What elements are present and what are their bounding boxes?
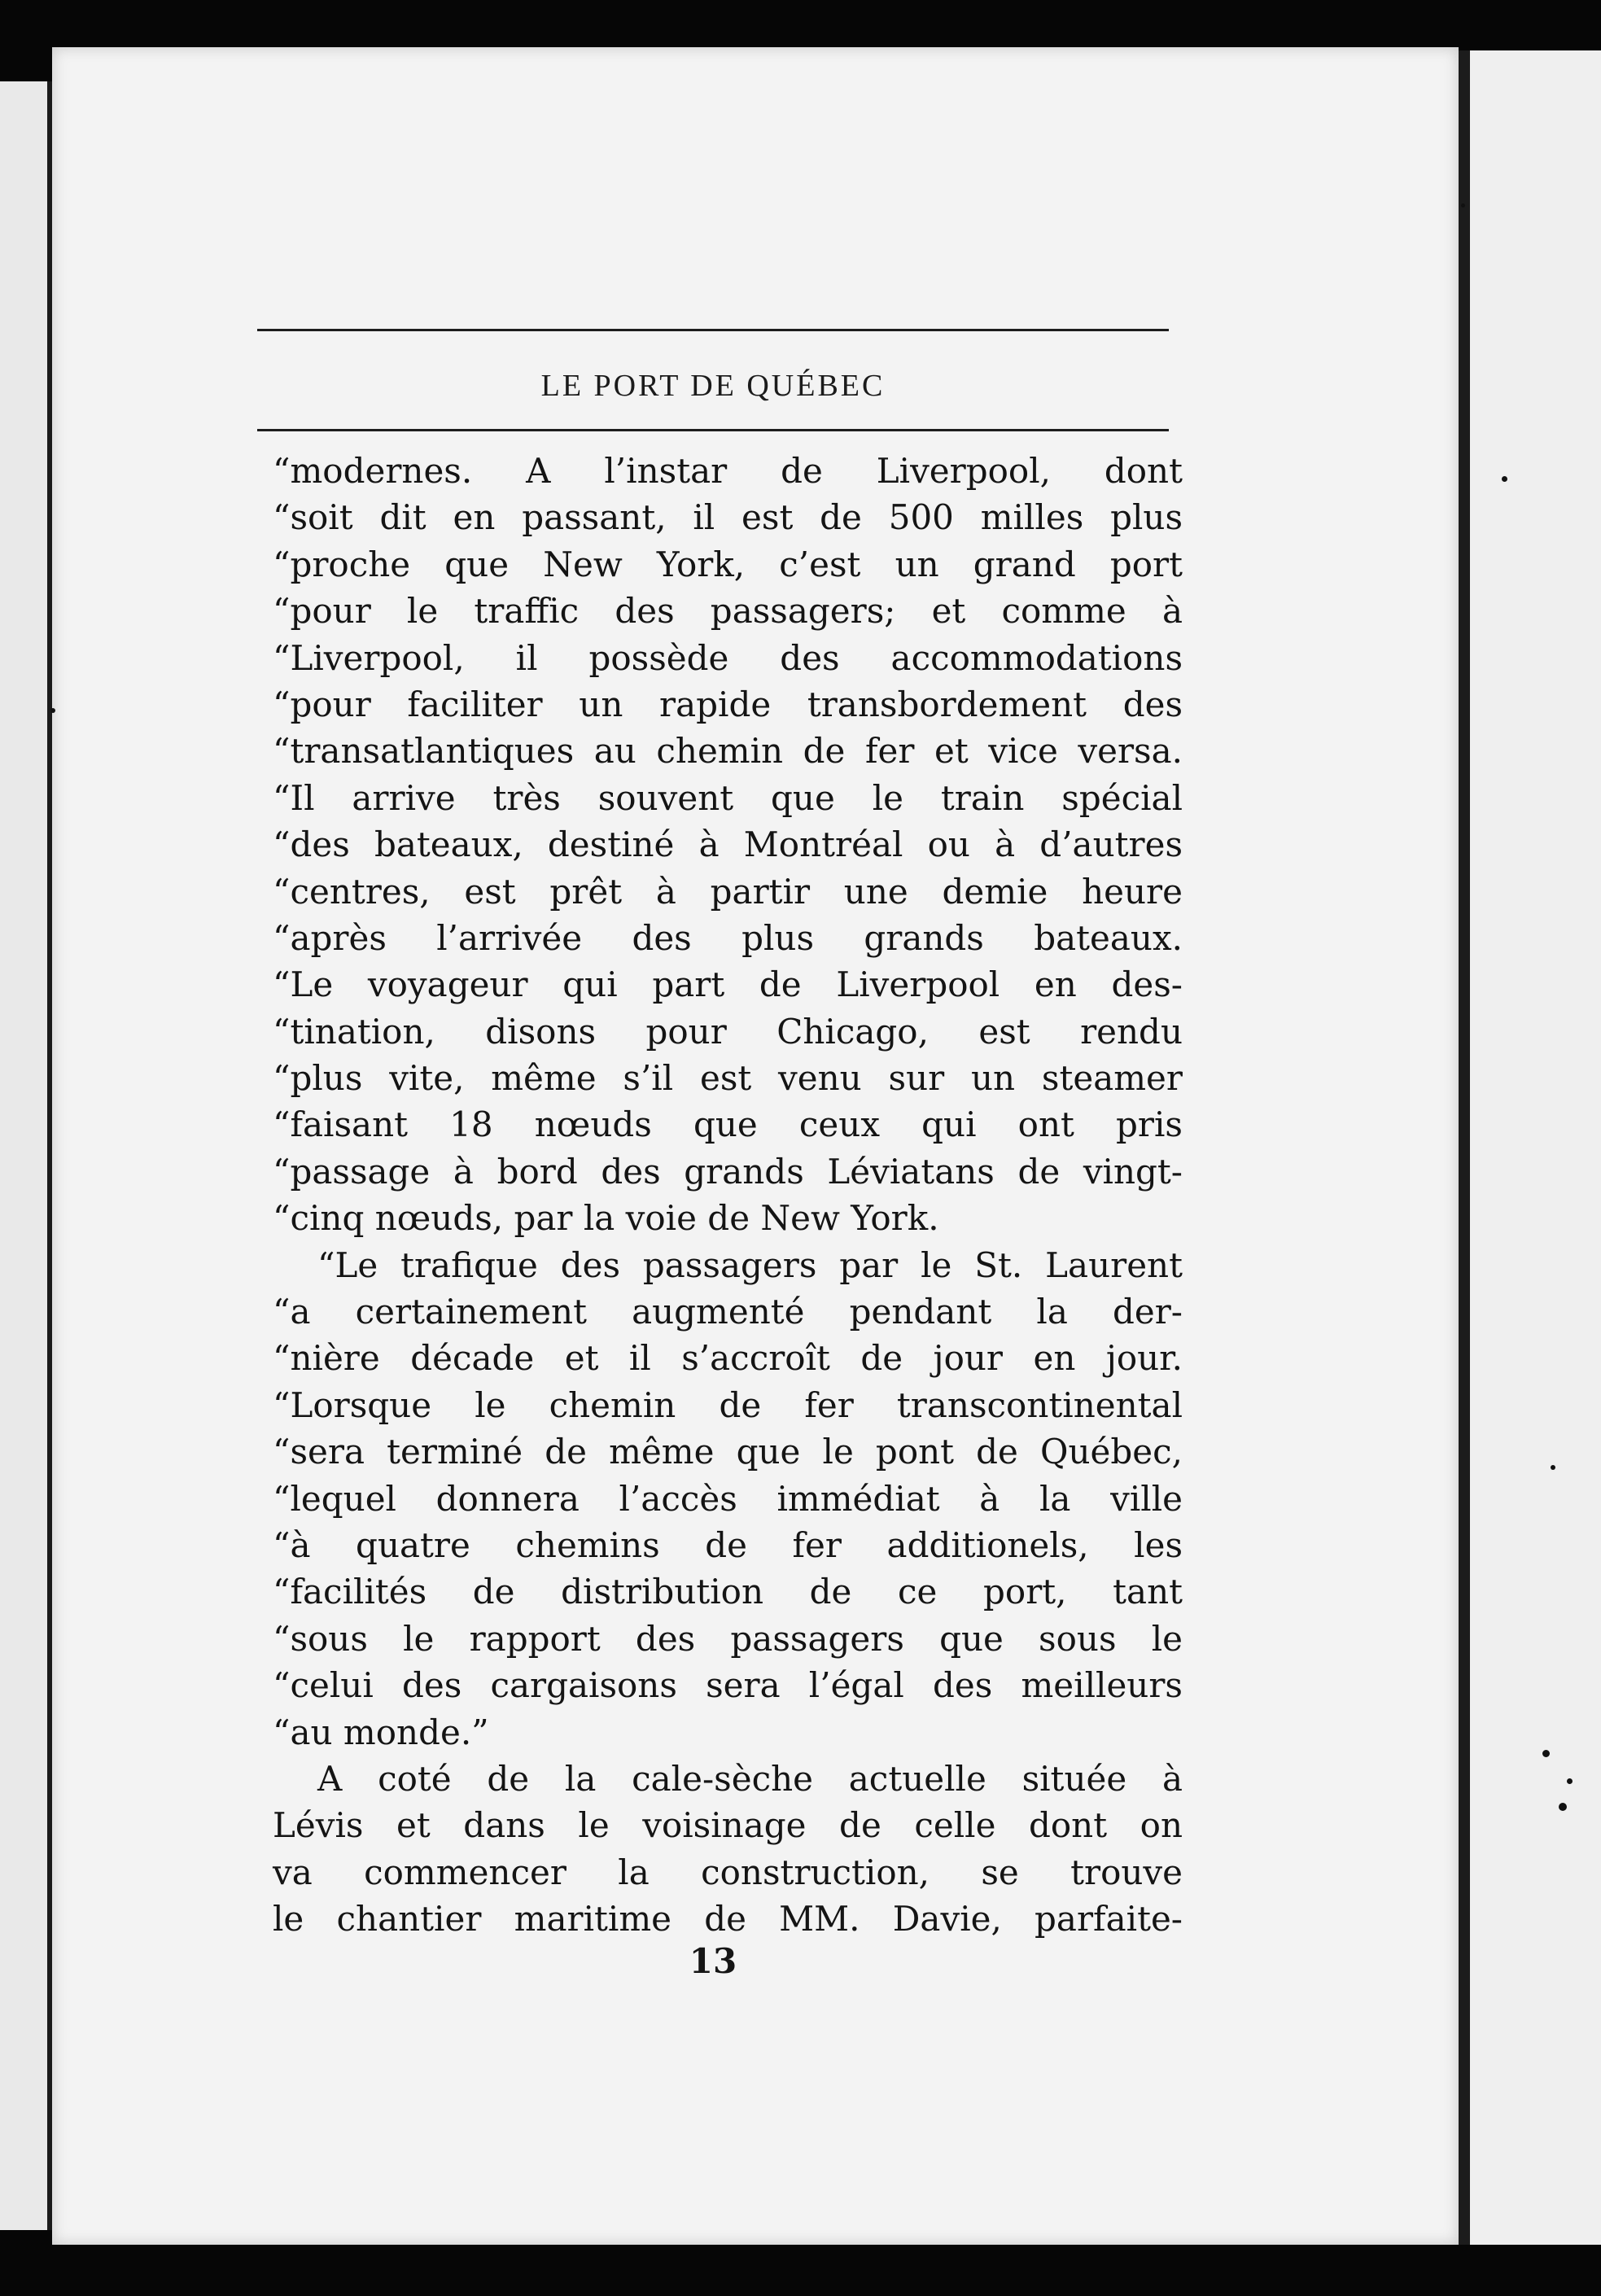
right-margin bbox=[1470, 50, 1601, 2245]
header-rule-bottom bbox=[257, 429, 1169, 431]
text-line: Lévis et dans le voisinage de celle dont on bbox=[273, 1805, 1183, 1846]
text-line: “proche que New York, c’est un grand port bbox=[273, 544, 1183, 584]
text-line: “au monde.” bbox=[273, 1712, 489, 1752]
text-line: le chantier maritime de MM. Davie, parfaite- bbox=[273, 1899, 1183, 1940]
text-line: “à quatre chemins de fer additionels, les bbox=[273, 1524, 1183, 1565]
text-line: “cinq nœuds, par la voie de New York. bbox=[273, 1198, 939, 1239]
adjacent-page-edge bbox=[0, 81, 54, 2230]
text-line: “a certainement augmenté pendant la der- bbox=[273, 1292, 1183, 1332]
body-text bbox=[273, 448, 1183, 1943]
text-line: “sous le rapport des passagers que sous le bbox=[273, 1618, 1183, 1659]
text-line: “soit dit en passant, il est de 500 milles plus bbox=[273, 497, 1183, 538]
text-line: “Le trafique des passagers par le St. Laurent bbox=[317, 1244, 1183, 1285]
text-line: “pour faciliter un rapide transbordement des bbox=[273, 684, 1183, 724]
text-line: “nière décade et il s’accroît de jour en jour. bbox=[273, 1338, 1183, 1379]
text-line: “passage à bord des grands Léviatans de vingt- bbox=[273, 1151, 1183, 1192]
page-binding-edge bbox=[1459, 50, 1470, 2245]
text-line: “tination, disons pour Chicago, est rendu bbox=[273, 1011, 1183, 1052]
text-line: “facilités de distribution de ce port, tant bbox=[273, 1572, 1183, 1612]
text-line: “Il arrive très souvent que le train spécial bbox=[273, 777, 1183, 818]
text-line: va commencer la construction, se trouve bbox=[273, 1852, 1183, 1892]
page-number: 13 bbox=[689, 1941, 737, 1981]
text-line: “plus vite, même s’il est venu sur un steamer bbox=[273, 1058, 1183, 1099]
text-line: “pour le traffic des passagers; et comme à bbox=[273, 591, 1183, 632]
running-head: LE PORT DE QUÉBEC bbox=[540, 369, 886, 403]
text-line: “celui des cargaisons sera l’égal des meilleurs bbox=[273, 1665, 1183, 1706]
text-line: “lequel donnera l’accès immédiat à la ville bbox=[273, 1478, 1183, 1519]
text-line: “faisant 18 nœuds que ceux qui ont pris bbox=[273, 1104, 1183, 1145]
header-rule-top bbox=[257, 329, 1169, 331]
text-line: “centres, est prêt à partir une demie heure bbox=[273, 871, 1183, 912]
text-line: “transatlantiques au chemin de fer et vice versa. bbox=[273, 731, 1183, 772]
text-line: “sera terminé de même que le pont de Québec, bbox=[273, 1432, 1183, 1472]
text-line: “Le voyageur qui part de Liverpool en des- bbox=[273, 964, 1183, 1005]
text-line: “des bateaux, destiné à Montréal ou à d’autres bbox=[273, 824, 1183, 865]
text-line: “modernes. A l’instar de Liverpool, dont bbox=[273, 451, 1183, 491]
text-line: “Lorsque le chemin de fer transcontinental bbox=[273, 1384, 1183, 1425]
text-line: “Liverpool, il possède des accommodations bbox=[273, 637, 1183, 678]
text-line: “après l’arrivée des plus grands bateaux. bbox=[273, 917, 1183, 958]
text-line: A coté de la cale-sèche actuelle située à bbox=[317, 1758, 1183, 1799]
